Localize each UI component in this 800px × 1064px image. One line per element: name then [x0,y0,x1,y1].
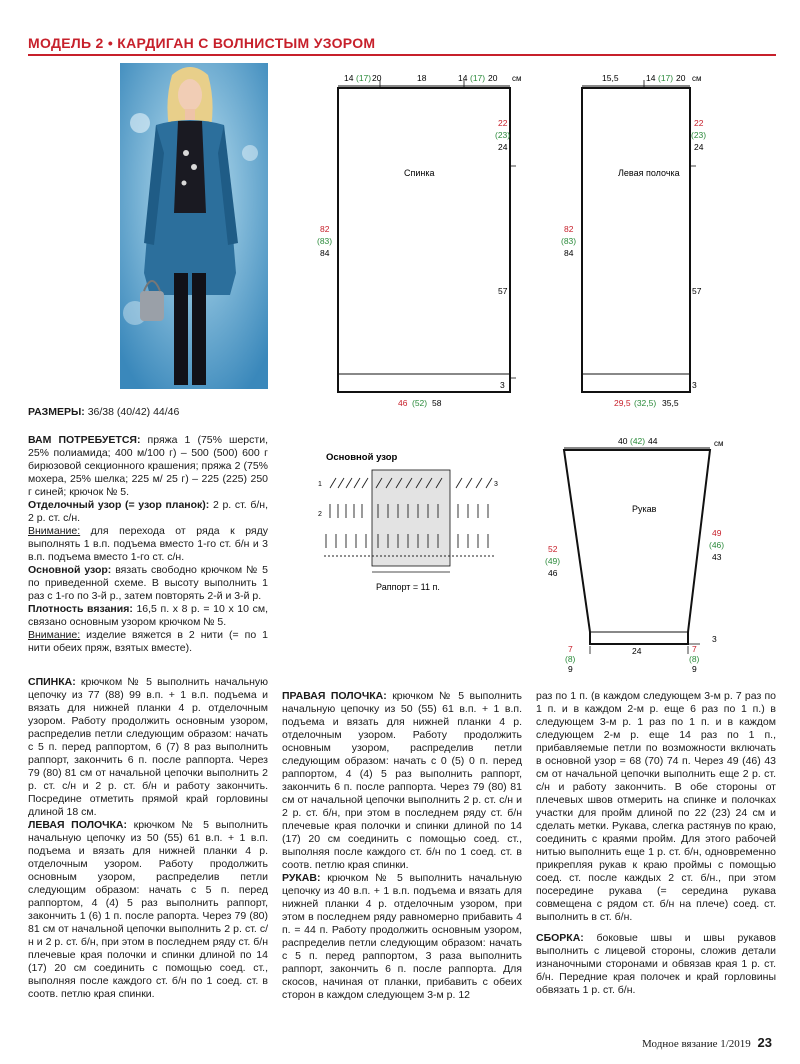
front-height-c: 84 [564,248,574,258]
back-body: 57 [498,286,508,296]
back-top-right-a: 14 [458,73,468,83]
sleeve-lb-b: (8) [565,654,576,664]
note1-text: для перехода от ряда к ряду выполнять 1 в.п. подъема вместо 1-го ст. б/н и 3 в.п. подъема вместо 1-го ст. с/н. [28,525,268,563]
front-top-right-a: 14 [646,73,656,83]
row-num-1: 1 [318,481,322,488]
back-height-c: 84 [320,248,330,258]
back-band: 3 [500,380,505,390]
back-top-left-b: (17) [356,73,372,83]
front-body: 57 [692,286,702,296]
front-width-a: 29,5 [614,398,631,408]
row-num-2: 2 [318,511,322,518]
front-armhole-c: 24 [694,142,704,152]
back-height-b: (83) [317,236,333,246]
sleeve-left-a: 52 [548,544,558,554]
front-width-c: 35,5 [662,398,679,408]
gauge-text: 16,5 п. х 8 р. = 10 х 10 см, связано основным узором крючком № 5. [28,603,268,628]
page-title: МОДЕЛЬ 2 • КАРДИГАН С ВОЛНИСТЫМ УЗОРОМ [28,35,376,51]
front-width-b: (32,5) [634,398,657,408]
sleeve-rb-a: 7 [692,644,697,654]
magazine-name: Модное вязание 1/2019 [642,1038,751,1050]
back-unit: см [512,74,522,83]
front-armhole-a: 22 [694,118,704,128]
sleeve-rb-c: 9 [692,664,697,672]
right-front-text: крючком № 5 выполнить начальную цепочку из 50 (55) 61 в.п. + 1 в.п. подъема и вязать для нижней планки 4 р. отделочным узором. Работу продолжить основным узором, распределив петли следующим образом: начать с 0 (5) 0 п. перед раппортом, 4 (4) 5 раз выполнить раппорт, закончить 6 п. после раппорта. Через 79 (80) 81 см от начальной цепочки выполнить 2 р. ст. с/н и 2 р. ст. б/н, при этом в последнем ряду ст. б/н плечевые края полочки и спинки длиной по 14 (17) 20 см соединить с помощью соед. ст., выполняя после каждого ст. б/н по 1 соед. ст. в соотв. петлю края спинки. [282,690,523,871]
front-band: 3 [692,380,697,390]
sleeve-top-c: 44 [648,436,658,446]
materials-text: пряжа 1 (75% шерсти, 25% полиамида; 400 м/100 г) – 500 (500) 600 г бирюзовой секционного крашения; пряжа 2 (75% мохера, 25% шелка; 225 м/ 25 г) – 225 (225) 250 г синей; крючок № 5. [28,434,268,498]
main-pattern-text: вязать свободно крючком № 5 по приведенной схеме. В высоту выполнить 1 раз с 1-го по 3-й р., затем повторять 2-й и 3-й р. [28,564,268,602]
sleeve-name: Рукав [632,504,657,514]
trim-text: 2 р. ст. б/н, 2 р. ст. с/н. [28,499,268,524]
back-schematic [300,66,540,416]
front-height-a: 82 [564,224,574,234]
sleeve-lb-a: 7 [568,644,573,654]
back-armhole-c: 24 [498,142,508,152]
front-height-b: (83) [561,236,577,246]
sleeve-assembly-block [536,690,776,997]
main-pattern-label: Основной узор: [28,564,112,576]
gauge-label: Плотность вязания: [28,603,133,615]
right-front-sleeve-block [282,690,522,1002]
pattern-title: Основной узор [326,452,398,463]
sleeve-left-c: 46 [548,568,558,578]
pattern-repeat: Раппорт = 11 п. [376,582,440,592]
sizes-label: РАЗМЕРЫ: [28,406,85,418]
back-width-a: 46 [398,398,408,408]
back-text: крючком № 5 выполнить начальную цепочку из 77 (88) 99 в.п. + 1 в.п. подъема и вязать для нижней планки 4 р. отделочным узором. Работу продолжить основным узором, распределив петли следующим образом: начать с 5 п. перед раппортом, 6 (7) 8 раз выполнить раппорт, закончить 6 п. после раппорта. Через 79 (80) 81 см от начальной цепочки выполнить 2 р. ст. с/н и 2 р. ст. б/н и работу закончить. Посредине отметить прямой край горловины длиной 18 см. [28,676,268,818]
note2-text: изделие вяжется в 2 нити (= по 1 нити обеих пряж, взятых вместе). [28,629,269,654]
back-armhole-b: (23) [495,130,511,140]
model-illustration [120,63,268,389]
sleeve-schematic [528,432,784,672]
back-label: СПИНКА: [28,676,76,688]
sleeve-right-b: (46) [709,540,725,550]
requirements-block [28,434,268,655]
front-unit: см [692,74,702,83]
back-top-left-a: 14 [344,73,354,83]
note1-label: Внимание: [28,525,81,537]
sleeve-top-a: 40 [618,436,628,446]
right-front-label: ПРАВАЯ ПОЛОЧКА: [282,690,387,702]
front-top-right-c: 20 [676,73,686,83]
page-footer [642,1035,772,1050]
sleeve-right-c: 43 [712,552,722,562]
front-top-right-b: (17) [658,73,674,83]
sleeve-lb-c: 9 [568,664,573,672]
model-photo [120,63,268,389]
sleeve-text: крючком № 5 выполнить начальную цепочку из 40 в.п. + 1 в.п. подъема и вязать для нижней планки 4 р. отделочным узором, при этом в последнем ряду равномерно прибавить 4 п. = 44 п. Работу продолжить основным узором, распределив петли следующим образом: начать с 5 п. перед раппортом, 3 раза выполнить раппорт, закончить 6 п. после раппорта. Для скосов, начиная от планки, прибавить с обеих сторон в каждом следующем 3-м р. 12 [282,872,522,1001]
sleeve-cont-text: раз по 1 п. (в каждом следующем 3-м р. 7 раз по 1 п. и в каждом 2-м р. еще 6 раз по 1 п.) в следующем 3-м р. 1 раз по 1 п. и в каждом следующем 2-м р. еще 14 раз по 1 п., прибавляемые петли по возможности включать в основной узор = 68 (70) 74 п. Через 49 (46) 43 см от начальной цепочки выполнить еще 2 р. ст. с/н и работу закончить. В обе стороны от плечевых швов отмерить на спинке и полочках участки для пройм длиной по 22 (23) 24 см и сделать метки. Рукава, слегка растянув по краю, соединить с краями пройм. Для этого рабочей нитью выполнить еще 1 р. ст. б/н, одновременно прикрепляя рукав к краю проймы с помощью соед. ст. после каждых 2 ст. б/н., при этом посередине рукава (= середина рукава совмещена с рядом ст. б/н на плече) соед. ст. выполнить в ст. б/н. [536,690,776,923]
back-name: Спинка [404,168,435,178]
back-armhole-a: 22 [498,118,508,128]
back-front-block [28,676,268,1001]
sleeve-band: 3 [712,634,717,644]
sizes-value: 36/38 (40/42) 44/46 [87,406,180,418]
sleeve-left-b: (49) [545,556,561,566]
front-armhole-b: (23) [691,130,707,140]
left-front-label: ЛЕВАЯ ПОЛОЧКА: [28,819,128,831]
page-header [28,34,776,56]
back-top-mid: 18 [417,73,427,83]
assembly-label: СБОРКА: [536,932,584,944]
left-front-text: крючком № 5 выполнить начальную цепочку из 50 (55) 61 в.п. + 1 в.п. подъема и вязать для нижней планки 4 р. отделочным узором. Работу продолжить основным узором, распределив петли следующим образом: начать с 5 п. перед раппортом, 4 (4) 5 раз выполнить раппорт, закончить 1 (6) 1 п. после рапорта. Через 79 (80) 81 см от начальной цепочки выполнить 2 р. ст. с/н и 2 р. ст. б/н, при этом в последнем ряду ст. б/н плечевые края полочки и спинки длиной по 14 (17) 20 см соединить с помощью соед. ст., выполняя после каждого ст. б/н по 1 соед. ст. в соотв. петлю края спинки. [28,819,268,1000]
sleeve-bottom: 24 [632,646,642,656]
back-top-right-b: (17) [470,73,486,83]
sleeve-unit: см [714,439,724,448]
sleeve-rb-b: (8) [689,654,700,664]
note2-label: Внимание: [28,629,81,641]
sleeve-right-a: 49 [712,528,722,538]
sleeve-label: РУКАВ: [282,872,321,884]
front-top-mid: 15,5 [602,73,619,83]
assembly-text: боковые швы и швы рукавов выполнить с лицевой стороны, сложив детали изнаночными сторонами и обвязав края 1 р. ст. б/н. Передние края полочек и край горловины обвязать 1 р. ст. б/н. [536,932,776,996]
sizes-line [28,406,179,418]
sleeve-top-b: (42) [630,436,646,446]
row-num-3: 3 [494,481,498,488]
front-schematic [548,66,788,416]
back-height-a: 82 [320,224,330,234]
back-width-b: (52) [412,398,428,408]
trim-label: Отделочный узор (= узор планок): [28,499,210,511]
pattern-chart [316,448,502,598]
page-number: 23 [757,1035,772,1050]
back-top-left-c: 20 [372,73,382,83]
materials-label: ВАМ ПОТРЕБУЕТСЯ: [28,434,141,446]
back-top-right-c: 20 [488,73,498,83]
back-width-c: 58 [432,398,442,408]
front-name: Левая полочка [618,168,680,178]
